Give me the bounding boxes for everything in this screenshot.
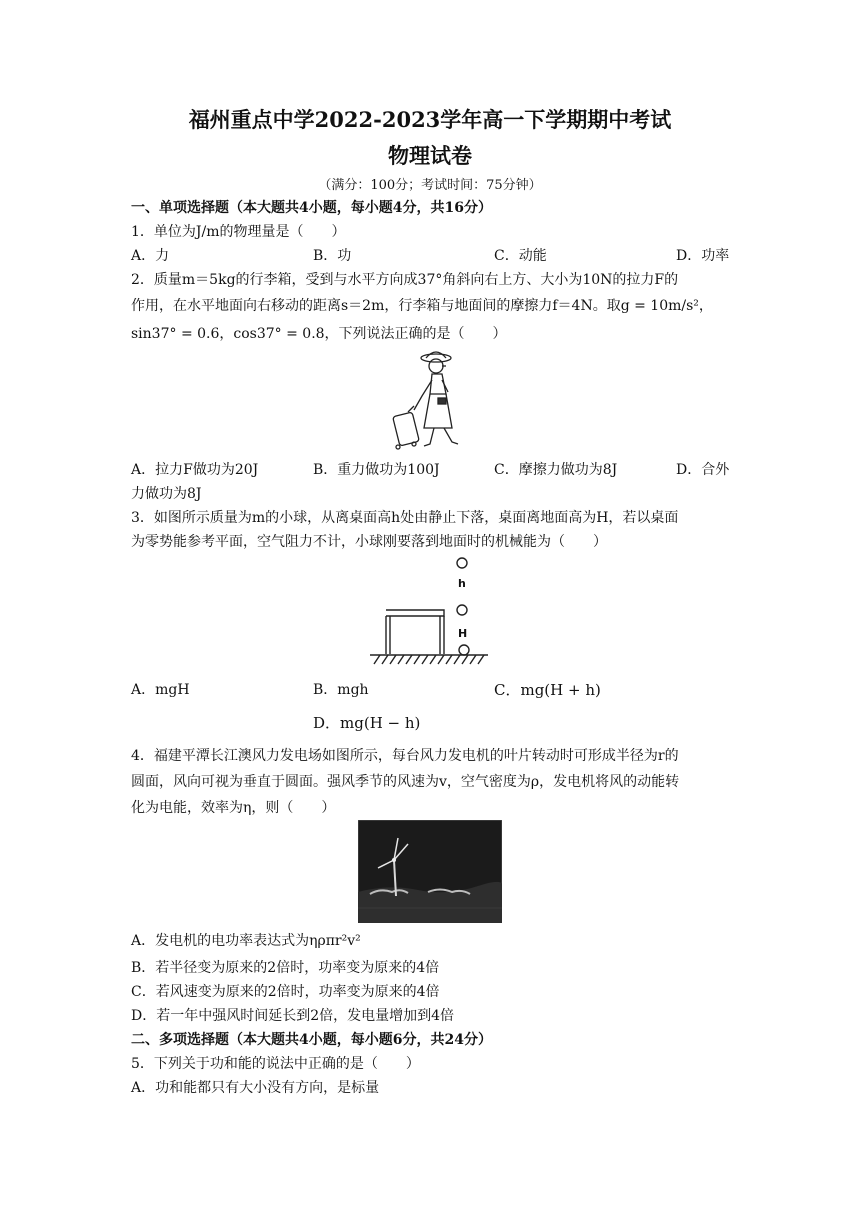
q3-option-d: D．mg(H − h) xyxy=(313,714,421,732)
section-heading-multi-choice: 二、多项选择题（本大题共4小题，每小题6分，共24分） xyxy=(131,1032,492,1048)
exam-note: （满分：100分；考试时间：75分钟） xyxy=(318,178,542,193)
q5-option-a: A．功和能都只有大小没有方向，是标量 xyxy=(131,1080,380,1096)
q1-option-a: A．力 xyxy=(131,248,170,264)
q1-option-c: C．动能 xyxy=(494,248,547,264)
traveler-drawing xyxy=(393,352,458,449)
q5-stem: 5．下列关于功和能的说法中正确的是（ ） xyxy=(131,1056,420,1072)
q2-option-b: B．重力做功为100J xyxy=(313,462,440,478)
q4-wind-turbine-photo xyxy=(358,820,502,923)
q3-label-H: H xyxy=(458,627,468,640)
q1-stem: 1．单位为J/m的物理量是（ ） xyxy=(131,224,346,240)
q3-option-b: B．mgh xyxy=(313,682,369,698)
q2-line-1: 2．质量m＝5kg的行李箱，受到与水平方向成37°角斜向右上方、大小为10N的拉力F的 xyxy=(131,272,679,288)
q3-line-2: 为零势能参考平面，空气阻力不计，小球刚要落到地面时的机械能为（ ） xyxy=(131,534,607,550)
exam-title: 福州重点中学2022-2023学年高一下学期期中考试 xyxy=(188,107,672,132)
q3-option-c: C．mg(H + h) xyxy=(494,681,601,699)
q4-line-2: 圆面，风向可视为垂直于圆面。强风季节的风速为v，空气密度为ρ，发电机将风的动能转 xyxy=(131,774,680,790)
exam-subtitle: 物理试卷 xyxy=(388,143,472,168)
q3-line-1: 3．如图所示质量为m的小球，从离桌面高h处由静止下落，桌面离地面高为H，若以桌面 xyxy=(131,510,679,526)
q2-option-d-part1: D．合外 xyxy=(676,462,730,478)
q4-option-c: C．若风速变为原来的2倍时，功率变为原来的4倍 xyxy=(131,984,440,1000)
q3-label-h: h xyxy=(458,577,466,590)
q4-option-b: B．若半径变为原来的2倍时，功率变为原来的4倍 xyxy=(131,960,440,976)
q4-line-1: 4．福建平潭长江澳风力发电场如图所示，每台风力发电机的叶片转动时可形成半径为r的 xyxy=(131,748,679,764)
q3-ball-table-figure xyxy=(366,554,490,672)
q2-option-c: C．摩擦力做功为8J xyxy=(494,462,618,478)
section-heading-single-choice: 一、单项选择题（本大题共4小题，每小题4分，共16分） xyxy=(131,200,492,216)
q1-option-b: B．功 xyxy=(313,248,352,264)
q2-option-a: A．拉力F做功为20J xyxy=(131,462,259,478)
q3-option-a: A．mgH xyxy=(131,682,190,698)
q1-option-d: D．功率 xyxy=(676,248,730,264)
q2-suitcase-figure xyxy=(386,346,476,452)
q2-line-2: 作用，在水平地面向右移动的距离s＝2m，行李箱与地面间的摩擦力f＝4N。取g = 10m/s²， xyxy=(131,298,713,314)
q4-option-a: A．发电机的电功率表达式为ηρπr²v² xyxy=(131,933,361,949)
q2-option-d-part2: 力做功为8J xyxy=(131,486,202,502)
q4-line-3: 化为电能，效率为η，则（ ） xyxy=(131,800,336,816)
q4-option-d: D．若一年中强风时间延长到2倍，发电量增加到4倍 xyxy=(131,1008,455,1024)
q2-line-3: sin37° = 0.6，cos37° = 0.8，下列说法正确的是（ ） xyxy=(131,326,507,342)
q3-figure-drawing xyxy=(366,554,490,672)
